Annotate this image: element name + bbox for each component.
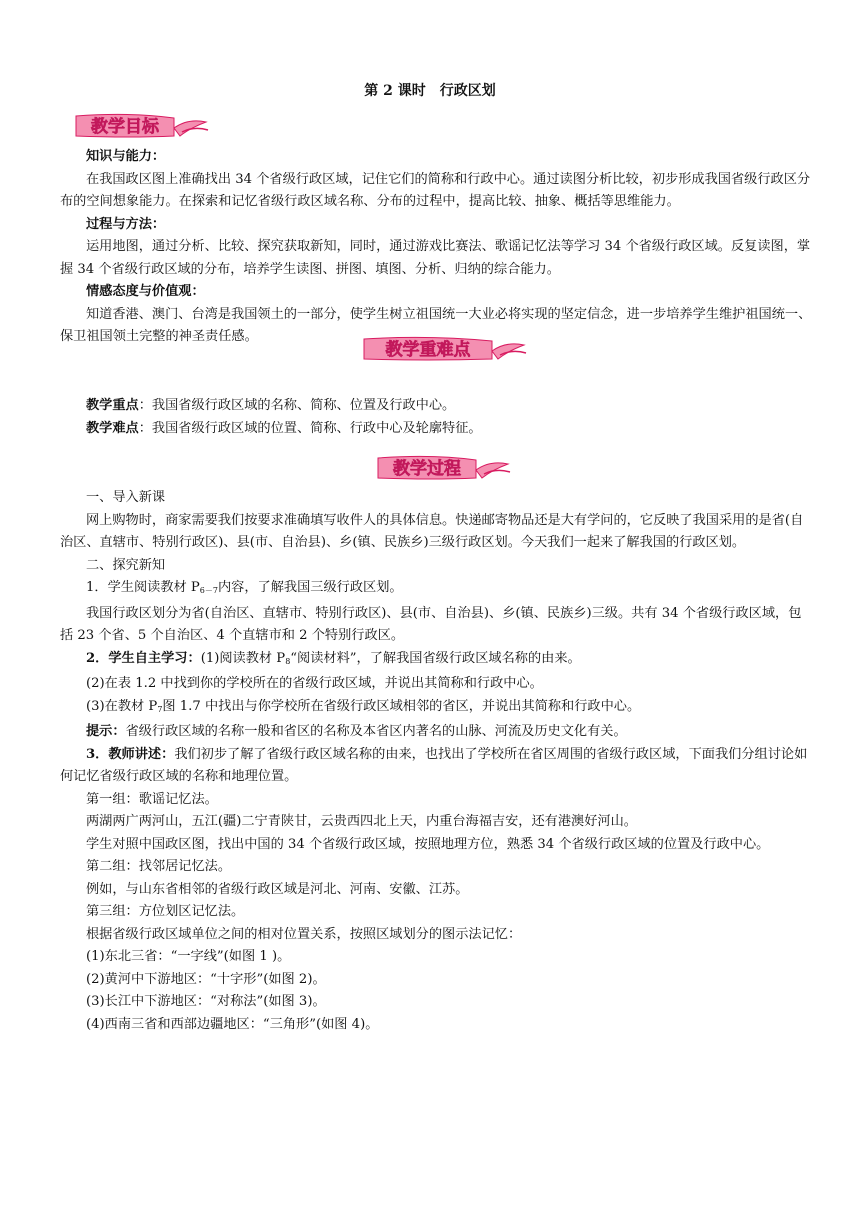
process-item-2-subscript: 8 — [285, 656, 291, 666]
process-item-3-text: 我们初步了解了省级行政区域名称的由来，也找出了学校所在省区周围的省级行政区域，下面我们分组讨论如何记忆省级行政区域的名称和地理位置。 — [60, 746, 808, 784]
keypoints-section — [60, 395, 814, 440]
process-item-2-label: 2．学生自主学习： — [86, 650, 201, 666]
keypoint-focus-text: ：我国省级行政区域的名称、简称、位置及行政中心。 — [138, 398, 456, 413]
process-item-2-2: (2)在表 1.2 中找到你的学校所在的省级行政区域，并说出其简称和行政中心。 — [86, 676, 543, 691]
goals-heading-knowledge: 知识与能力： — [86, 149, 166, 164]
goals-paragraph-knowledge: 在我国政区图上准确找出 34 个省级行政区域，记住它们的简称和行政中心。通过读图分析比较，初步形成我国省级行政区分布的空间想象能力。在探索和记忆省级行政区域名称、分布的过程中，提高比较、抽象、概括等思维能力。 — [60, 171, 811, 209]
process-list-item-1: (1)东北三省：“一字线”(如图 1 )。 — [86, 949, 291, 964]
process-item-1 — [60, 577, 814, 603]
process-item-2-text-a: (1)阅读教材 P — [200, 650, 286, 666]
process-section — [60, 487, 814, 1036]
process-group-2: 第二组：找邻居记忆法。 — [86, 859, 232, 874]
goals-paragraph-process: 运用地图，通过分析、比较、探究获取新知，同时，通过游戏比赛法、歌谣记忆法等学习 34 个省级行政区域。反复读图，掌握 34 个省级行政区域的分布，培养学生读图、拼图、填图、分析、归纳的综合能力。 — [60, 239, 811, 277]
banner-keypoints-label: 教学重难点 — [385, 340, 471, 360]
process-item-1-text-a: 1．学生阅读教材 P — [86, 580, 200, 595]
process-item-1-subscript: 6－7 — [199, 586, 218, 595]
process-group-1-paragraph: 学生对照中国政区图，找出中国的 34 个省级行政区域，按照地理方位，熟悉 34 个省级行政区域的位置及行政中心。 — [86, 836, 770, 852]
goals-section — [60, 146, 814, 349]
process-item-2-3-text-a: (3)在教材 P — [86, 698, 158, 714]
keypoint-difficulty-text: ：我国省级行政区域的位置、简称、行政中心及轮廓特征。 — [138, 420, 482, 436]
process-item-2 — [60, 648, 814, 674]
process-heading-explore: 二、探究新知 — [86, 557, 166, 573]
process-item-2-text-b: “阅读材料”，了解我国省级行政区域名称的由来。 — [290, 650, 581, 666]
process-list-item-4: (4)西南三省和西部边疆地区：“三角形”(如图 4)。 — [86, 1016, 379, 1032]
goals-heading-emotion: 情感态度与价值观： — [86, 284, 205, 299]
process-paragraph-intro: 网上购物时，商家需要我们按要求准确填写收件人的具体信息。快递邮寄物品还是大有学问的，它反映了我国采用的是省(自治区、直辖市、特别行政区)、县(市、自治县)、乡(镇、民族乡)三级行政区划。今天我们一起来了解我国的行政区划。 — [60, 512, 804, 550]
keypoint-difficulty-label: 教学难点 — [86, 420, 139, 436]
banner-process — [372, 452, 512, 482]
process-tip-text: 省级行政区域的名称一般和省区的名称及本省区内著名的山脉、河流及历史文化有关。 — [125, 724, 627, 739]
goals-paragraph-emotion: 知道香港、澳门、台湾是我国领土的一部分，使学生树立祖国统一大业必将实现的坚定信念，进一步培养学生维护祖国统一、保卫祖国领土完整的神圣责任感。 — [60, 306, 812, 344]
keypoint-difficulty — [60, 418, 814, 441]
process-tip — [60, 721, 814, 744]
process-group-3: 第三组：方位划区记忆法。 — [86, 904, 245, 919]
process-item-2-3-text-b: 图 1.7 中找出与你学校所在省级行政区域相邻的省区，并说出其简称和行政中心。 — [162, 698, 641, 714]
keypoint-focus-label: 教学重点 — [86, 398, 139, 413]
process-item-2-3 — [60, 696, 814, 722]
process-group-2-paragraph: 例如，与山东省相邻的省级行政区域是河北、河南、安徽、江苏。 — [86, 881, 469, 897]
banner-goals-label: 教学目标 — [91, 117, 159, 137]
process-tip-label: 提示： — [86, 724, 126, 739]
lesson-title: 第 2 课时 行政区划 — [364, 83, 496, 99]
process-item-2-3-subscript: 7 — [157, 704, 163, 714]
process-list-item-2: (2)黄河中下游地区：“十字形”(如图 2)。 — [86, 971, 326, 987]
process-item-1-text-b: 内容，了解我国三级行政区划。 — [217, 580, 403, 595]
keypoint-focus — [60, 395, 814, 418]
process-group-1-song: 两湖两广两河山，五江(疆)二宁青陕甘，云贵西四北上天，内重台海福吉安，还有港澳好河山。 — [86, 814, 637, 829]
process-group-1: 第一组：歌谣记忆法。 — [86, 791, 218, 807]
process-list-item-3: (3)长江中下游地区：“对称法”(如图 3)。 — [86, 994, 326, 1009]
process-group-3-paragraph: 根据省级行政区域单位之间的相对位置关系，按照区域划分的图示法记忆： — [86, 926, 522, 942]
process-heading-intro: 一、导入新课 — [86, 490, 166, 505]
goals-heading-process: 过程与方法： — [86, 216, 166, 232]
banner-goals — [70, 110, 210, 140]
process-paragraph-levels: 我国行政区划分为省(自治区、直辖市、特别行政区)、县(市、自治县)、乡(镇、民族乡)三级。共有 34 个省级行政区域，包括 23 个省、5 个自治区、4 个直辖市和 2 个特别行政区。 — [60, 605, 802, 643]
banner-process-label: 教学过程 — [393, 459, 461, 479]
process-item-3 — [60, 744, 814, 789]
process-item-3-label: 3．教师讲述： — [86, 746, 175, 762]
